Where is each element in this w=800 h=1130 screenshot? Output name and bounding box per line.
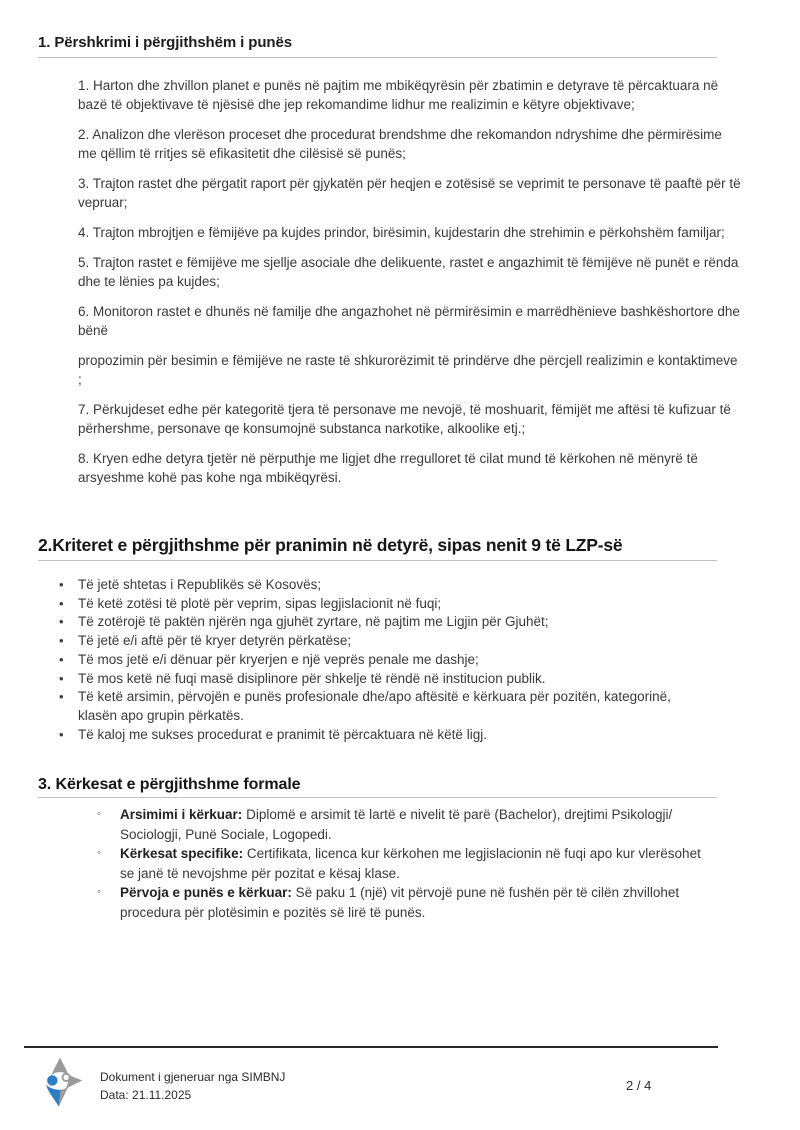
list-item-text: Të mos jetë e/i dënuar për kryerjen e një veprës penale me dashje; xyxy=(78,651,479,667)
paragraph: 8. Kryen edhe detyra tjetër në përputhje me ligjet dhe rregulloret të cilat mund të kërkohen në mënyrë të arsyeshme kohë pas kohe nga mbikëqyrësi. xyxy=(78,451,698,485)
circle-bullet-icon: ◦ xyxy=(97,808,101,821)
paragraph: propozimin për besimin e fëmijëve ne raste të shkurorëzimit të prindërve dhe përcjell realizimin e kontaktimeve ; xyxy=(78,353,738,387)
generated-by-text: Dokument i gjeneruar nga SIMBNJ xyxy=(100,1070,286,1084)
section-3-divider xyxy=(38,797,717,798)
list-item-text: Të ketë zotësi të plotë për veprim, sipas legjislacionit në fuqi; xyxy=(78,595,442,611)
section-1-divider xyxy=(38,57,717,58)
bullet-icon: • xyxy=(59,726,64,742)
requirement-text xyxy=(120,883,702,922)
list-item xyxy=(50,595,710,614)
list-item xyxy=(50,726,710,745)
list-item-text: Të jetë shtetas i Republikës së Kosovës; xyxy=(78,577,322,592)
section-2 xyxy=(38,534,800,744)
section-3-title: 3. Kërkesat e përgjithshme formale xyxy=(38,776,301,794)
list-item xyxy=(50,613,710,632)
requirement-label: Përvoja e punës e kërkuar: xyxy=(120,885,292,901)
requirement-text xyxy=(120,844,702,883)
list-item xyxy=(50,688,710,725)
list-item-text: Të zotërojë të paktën njërën nga gjuhët zyrtare, në pajtim me Ligjin për Gjuhët; xyxy=(78,614,549,630)
requirement-value: Certifikata, licenca kur kërkohen me legjislacionin në fuqi apo kur vlerësohet se janë të nevojshme për pozitat e kësaj klase. xyxy=(120,846,701,881)
requirement-label: Arsimimi i kërkuar: xyxy=(120,807,243,823)
list-item xyxy=(50,632,710,651)
paragraph: 1. Harton dhe zhvillon planet e punës në pajtim me mbikëqyrësin për zbatimin e detyrave të përcaktuara në bazë të objektivave të njësisë dhe jep rekomandime lidhur me realizimin e këtyre objektivave; xyxy=(78,78,719,112)
requirement-text xyxy=(120,805,702,844)
list-item-text: Të jetë e/i aftë për të kryer detyrën përkatëse; xyxy=(78,633,352,649)
bullet-icon: • xyxy=(59,577,64,592)
page-indicator: 2 / 4 xyxy=(626,1078,652,1093)
section-3 xyxy=(38,775,800,922)
paragraph: 7. Përkujdeset edhe për kategoritë tjera të personave me nevojë, të moshuarit, fëmijët me aftësi të kufizuar të përhershme, personave qe konsumojnë substanca narkotike, alkoolike etj.; xyxy=(78,402,731,436)
section-2-bullet-list xyxy=(50,576,710,744)
simbnj-logo-icon xyxy=(37,1056,83,1108)
section-2-title: 2.Kriteret e përgjithshme për pranimin në detyrë, sipas nenit 9 të LZP-së xyxy=(38,535,623,555)
section-2-divider xyxy=(38,560,717,561)
page-footer xyxy=(24,1046,718,1108)
list-item-text: Të kaloj me sukses procedurat e pranimit të përcaktuara në këtë ligj. xyxy=(78,726,487,742)
paragraph: 5. Trajton rastet e fëmijëve me sjellje asociale dhe delikuente, rastet e angazhimit të fëmijëve në punët e rënda dhe te lënies pa kujdes; xyxy=(78,255,739,289)
bullet-icon: • xyxy=(59,595,64,611)
list-item-text: Të mos ketë në fuqi masë disiplinore për shkelje të rëndë në institucion publik. xyxy=(78,670,546,686)
section-1-title: 1. Përshkrimi i përgjithshëm i punës xyxy=(38,34,292,51)
bullet-icon: • xyxy=(59,670,64,686)
requirement-value: Së paku 1 (një) vit përvojë pune në fushën për të cilën zhvillohet procedura për plotësimin e pozitës së lirë të punës. xyxy=(120,885,680,920)
paragraph: 6. Monitoron rastet e dhunës në familje dhe angazhohet në përmirësimin e marrëdhënieve bashkëshortore dhe bënë xyxy=(78,304,740,338)
bullet-icon: • xyxy=(59,614,64,630)
section-1-paragraphs xyxy=(78,76,742,487)
requirement-item xyxy=(90,883,702,922)
footer-row xyxy=(24,1056,718,1108)
list-item xyxy=(50,576,710,595)
section-3-requirement-list xyxy=(90,805,702,922)
requirement-item xyxy=(90,805,702,844)
paragraph: 3. Trajton rastet dhe përgatit raport për gjykatën për heqjen e zotësisë se veprimit te personave të paaftë për të vepruar; xyxy=(78,176,741,210)
requirement-value: Diplomë e arsimit të lartë e nivelit të parë (Bachelor), drejtimi Psikologji/ Sociologji, Punë Sociale, Logopedi. xyxy=(120,807,673,842)
paragraph: 4. Trajton mbrojtjen e fëmijëve pa kujdes prindor, birësimin, kujdestarin dhe strehimin e përkohshëm familjar; xyxy=(78,225,725,240)
footer-text-block xyxy=(100,1068,285,1104)
circle-bullet-icon: ◦ xyxy=(97,847,101,860)
bullet-icon: • xyxy=(59,633,64,649)
bullet-icon: • xyxy=(59,651,64,667)
section-1 xyxy=(38,34,800,487)
requirement-label: Kërkesat specifike: xyxy=(120,846,244,862)
date-text: Data: 21.11.2025 xyxy=(100,1088,192,1102)
bullet-icon: • xyxy=(59,689,64,705)
list-item xyxy=(50,670,710,689)
list-item xyxy=(50,651,710,670)
circle-bullet-icon: ◦ xyxy=(97,886,101,899)
list-item-text: Të ketë arsimin, përvojën e punës profesionale dhe/apo aftësitë e kërkuara për pozitën, kategorinë, klasën apo grupin përkatës. xyxy=(78,689,671,723)
requirement-item xyxy=(90,844,702,883)
paragraph: 2. Analizon dhe vlerëson proceset dhe procedurat brendshme dhe rekomandon ndryshime dhe përmirësime me qëllim të rritjes së efikasitetit dhe cilësisë së punës; xyxy=(78,127,722,161)
